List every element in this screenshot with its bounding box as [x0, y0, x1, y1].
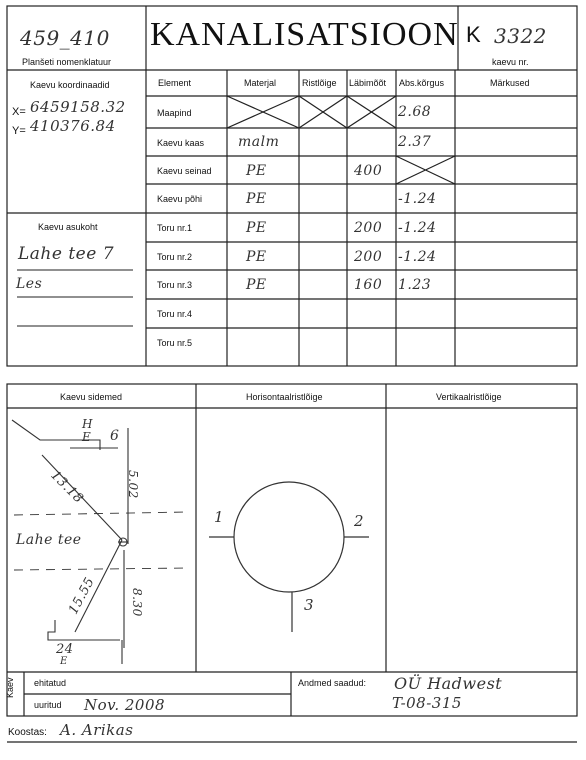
sketch-bottom-num: 24	[56, 642, 74, 657]
measured-label: uuritud	[34, 700, 62, 710]
pipe-label-3: 3	[304, 596, 315, 614]
row-element-8: Toru nr.5	[157, 338, 193, 348]
location-line1: Lahe tee 7	[18, 244, 115, 264]
data-from-code: T-08-315	[392, 694, 462, 712]
row-abs-6: 1.23	[398, 277, 432, 293]
nomenclature-value: 459_410	[20, 26, 110, 50]
row-abs-4: -1.24	[398, 220, 437, 236]
row-material-3: PE	[246, 191, 267, 207]
row-abs-0: 2.68	[398, 104, 432, 120]
data-from-company: OÜ Hadwest	[394, 674, 503, 693]
location-label: Kaevu asukoht	[38, 222, 98, 232]
col-header-notes: Märkused	[490, 78, 530, 88]
row-element-1: Kaevu kaas	[157, 138, 205, 148]
sketch-street: Lahe tee	[16, 532, 82, 548]
row-abs-1: 2.37	[398, 134, 432, 150]
row-element-6: Toru nr.3	[157, 280, 193, 290]
well-number: 3322	[494, 24, 547, 48]
sketch-bottom-e: E	[60, 656, 68, 667]
sketch-vert1: 5.02	[126, 470, 140, 499]
coord-x-value: 6459158.32	[30, 98, 126, 116]
built-label: ehitatud	[34, 678, 67, 688]
row-material-1: malm	[238, 134, 280, 150]
horizontal-section-title: Horisontaalristlõige	[246, 392, 323, 402]
row-material-6: PE	[246, 277, 267, 293]
coord-y-prefix: Y=	[12, 125, 26, 137]
well-number-label: kaevu nr.	[492, 57, 529, 67]
pipe-label-2: 2	[354, 512, 365, 530]
row-diameter-2: 400	[354, 163, 383, 179]
col-header-cross-section: Ristlõige	[302, 78, 337, 88]
row-diameter-6: 160	[354, 277, 383, 293]
nomenclature-label: Planšeti nomenklatuur	[22, 57, 112, 67]
connections-title: Kaevu sidemed	[60, 392, 123, 402]
author-label: Koostas:	[8, 727, 47, 738]
coord-y-value: 410376.84	[30, 117, 116, 135]
well-prefix: K	[466, 22, 481, 47]
pipe-label-1: 1	[214, 508, 225, 526]
coordinates-label: Kaevu koordinaadid	[30, 80, 110, 90]
kaev-label: Kaev	[5, 677, 15, 698]
row-material-2: PE	[246, 163, 267, 179]
location-line2: Les	[16, 276, 43, 292]
row-element-0: Maapind	[157, 108, 192, 118]
data-from-label: Andmed saadud:	[298, 678, 367, 688]
vertical-section-title: Vertikaalristlõige	[436, 392, 502, 402]
row-element-3: Kaevu põhi	[157, 194, 203, 204]
row-diameter-4: 200	[354, 220, 383, 236]
author-value: A. Arikas	[60, 721, 134, 739]
row-material-5: PE	[246, 249, 267, 265]
row-element-4: Toru nr.1	[157, 223, 193, 233]
row-diameter-5: 200	[354, 249, 383, 265]
row-element-5: Toru nr.2	[157, 252, 193, 262]
row-abs-5: -1.24	[398, 249, 437, 265]
coord-x-prefix: X=	[12, 106, 26, 118]
col-header-material: Materjal	[244, 78, 277, 88]
sketch-diag1: 13.18	[47, 468, 87, 507]
row-abs-3: -1.24	[398, 191, 437, 207]
row-material-4: PE	[246, 220, 267, 236]
col-header-element: Element	[158, 78, 192, 88]
measured-value: Nov. 2008	[84, 696, 166, 714]
col-header-abs-height: Abs.kõrgus	[399, 78, 445, 88]
row-element-2: Kaevu seinad	[157, 166, 212, 176]
row-element-7: Toru nr.4	[157, 309, 193, 319]
col-header-diameter: Läbimõõt	[349, 78, 387, 88]
sketch-top-h: H	[82, 417, 93, 431]
cross-section-drawing	[209, 482, 369, 632]
page-title: KANALISATSIOON	[150, 16, 459, 53]
sketch-top-num: 6	[110, 428, 120, 444]
sketch-top-e: E	[82, 430, 92, 444]
sketch-vert2: 8.30	[130, 588, 144, 617]
sketch-diag2: 15.55	[66, 574, 98, 618]
